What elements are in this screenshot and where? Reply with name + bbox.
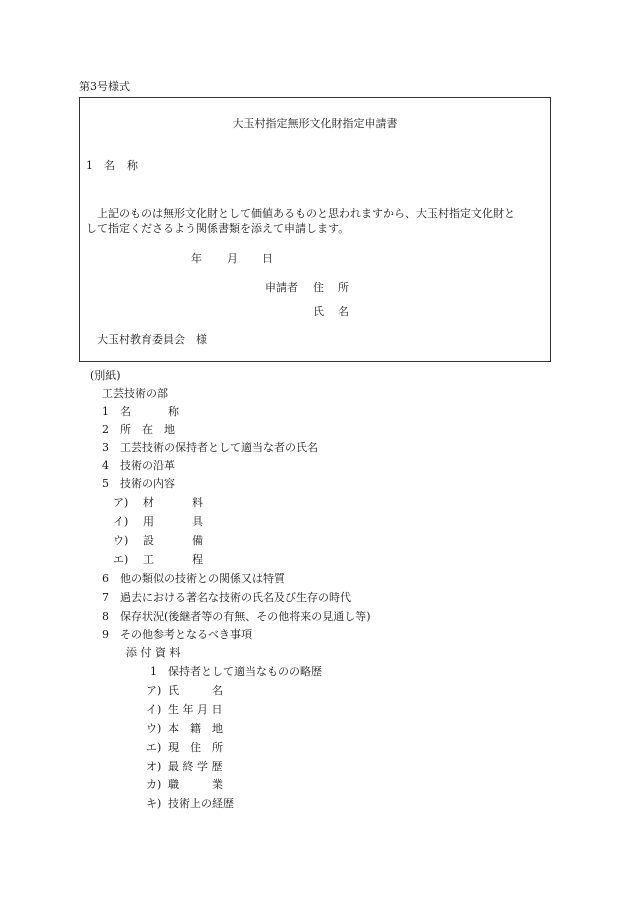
- date-day: 日: [262, 252, 273, 265]
- annex-label: (別紙): [90, 369, 121, 382]
- career-item-mark: イ): [146, 703, 162, 716]
- annex-item-text: 技術の内容: [120, 477, 175, 490]
- sub-item-mark: エ): [113, 553, 129, 566]
- address-label-b: 所: [338, 281, 349, 294]
- annex-item-text: 工芸技術の保持者として適当な者の氏名: [120, 441, 318, 454]
- annex-item-text: 過去における著名な技術の氏名及び生存の時代: [120, 591, 351, 604]
- annex-item-number: 3: [102, 441, 109, 454]
- body-line-1: 上記のものは無形文化財として価値あるものと思われますから、大玉村指定文化財と: [97, 207, 515, 220]
- annex-item-label-a: 名: [120, 405, 131, 418]
- applicant-label: 申請者: [265, 281, 298, 294]
- career-item-text: 技術上の経歴: [168, 797, 234, 810]
- body-line-2: して指定くださるよう関係書類を添えて申請します。: [86, 222, 350, 235]
- career-item-text: 現 住 所: [168, 741, 223, 754]
- career-item-text: 氏 名: [168, 684, 223, 697]
- annex-item-number: 7: [102, 591, 109, 604]
- sub-item-mark: ウ): [113, 534, 129, 547]
- annex-item-number: 8: [102, 610, 109, 623]
- sub-item-label-b: 備: [192, 534, 203, 547]
- annex-item-text: 技術の沿革: [120, 459, 175, 472]
- annex-item-label-b: 称: [168, 405, 179, 418]
- career-item-mark: ア): [146, 684, 162, 697]
- sub-item-label-b: 料: [192, 496, 203, 509]
- annex-item-text: 他の類似の技術との関係又は特質: [120, 572, 285, 585]
- annex-item-number: 1: [102, 405, 109, 418]
- sub-item-mark: イ): [113, 515, 129, 528]
- annex-item-text: その他参考となるべき事項: [120, 628, 252, 641]
- item1-label-b: 称: [127, 159, 138, 172]
- attachment-item-text: 保持者として適当なものの略歴: [168, 665, 322, 678]
- annex-item-number: 4: [102, 459, 109, 472]
- item1-label-a: 名: [104, 159, 115, 172]
- career-item-text: 生 年 月 日: [168, 703, 223, 716]
- career-item-mark: ウ): [146, 722, 162, 735]
- annex-item-number: 2: [102, 423, 109, 436]
- sub-item-label-b: 具: [192, 515, 203, 528]
- career-item-mark: カ): [146, 778, 162, 791]
- date-month: 月: [227, 252, 238, 265]
- sub-item-label-a: 材: [143, 496, 154, 509]
- career-item-mark: オ): [146, 760, 162, 773]
- annex-item-number: 9: [102, 628, 109, 641]
- form-number: 第3号様式: [79, 80, 130, 93]
- career-item-mark: キ): [146, 797, 162, 810]
- address-label-a: 住: [313, 281, 324, 294]
- sub-item-label-a: 設: [143, 534, 154, 547]
- attachments-label: 添 付 資 料: [126, 646, 181, 659]
- addressee: 大玉村教育委員会 様: [97, 333, 207, 346]
- name-label-b: 名: [338, 305, 349, 318]
- sub-item-label-b: 程: [192, 553, 203, 566]
- annex-item-text: 所 在 地: [120, 423, 175, 436]
- career-item-mark: エ): [146, 741, 162, 754]
- date-year: 年: [191, 252, 202, 265]
- item1-number: 1: [86, 159, 93, 172]
- attachment-item-number: 1: [150, 665, 157, 678]
- sub-item-label-a: 工: [143, 553, 154, 566]
- career-item-text: 本 籍 地: [168, 722, 223, 735]
- form-title: 大玉村指定無形文化財指定申請書: [232, 117, 398, 130]
- annex-section-title: 工芸技術の部: [102, 387, 168, 400]
- sub-item-label-a: 用: [143, 515, 154, 528]
- sub-item-mark: ア): [113, 496, 129, 509]
- annex-item-number: 6: [102, 572, 109, 585]
- name-label-a: 氏: [313, 305, 324, 318]
- career-item-text: 職 業: [168, 778, 223, 791]
- annex-item-number: 5: [102, 477, 109, 490]
- career-item-text: 最 終 学 歴: [168, 760, 223, 773]
- annex-item-text: 保存状況(後継者等の有無、その他将来の見通し等): [120, 610, 371, 623]
